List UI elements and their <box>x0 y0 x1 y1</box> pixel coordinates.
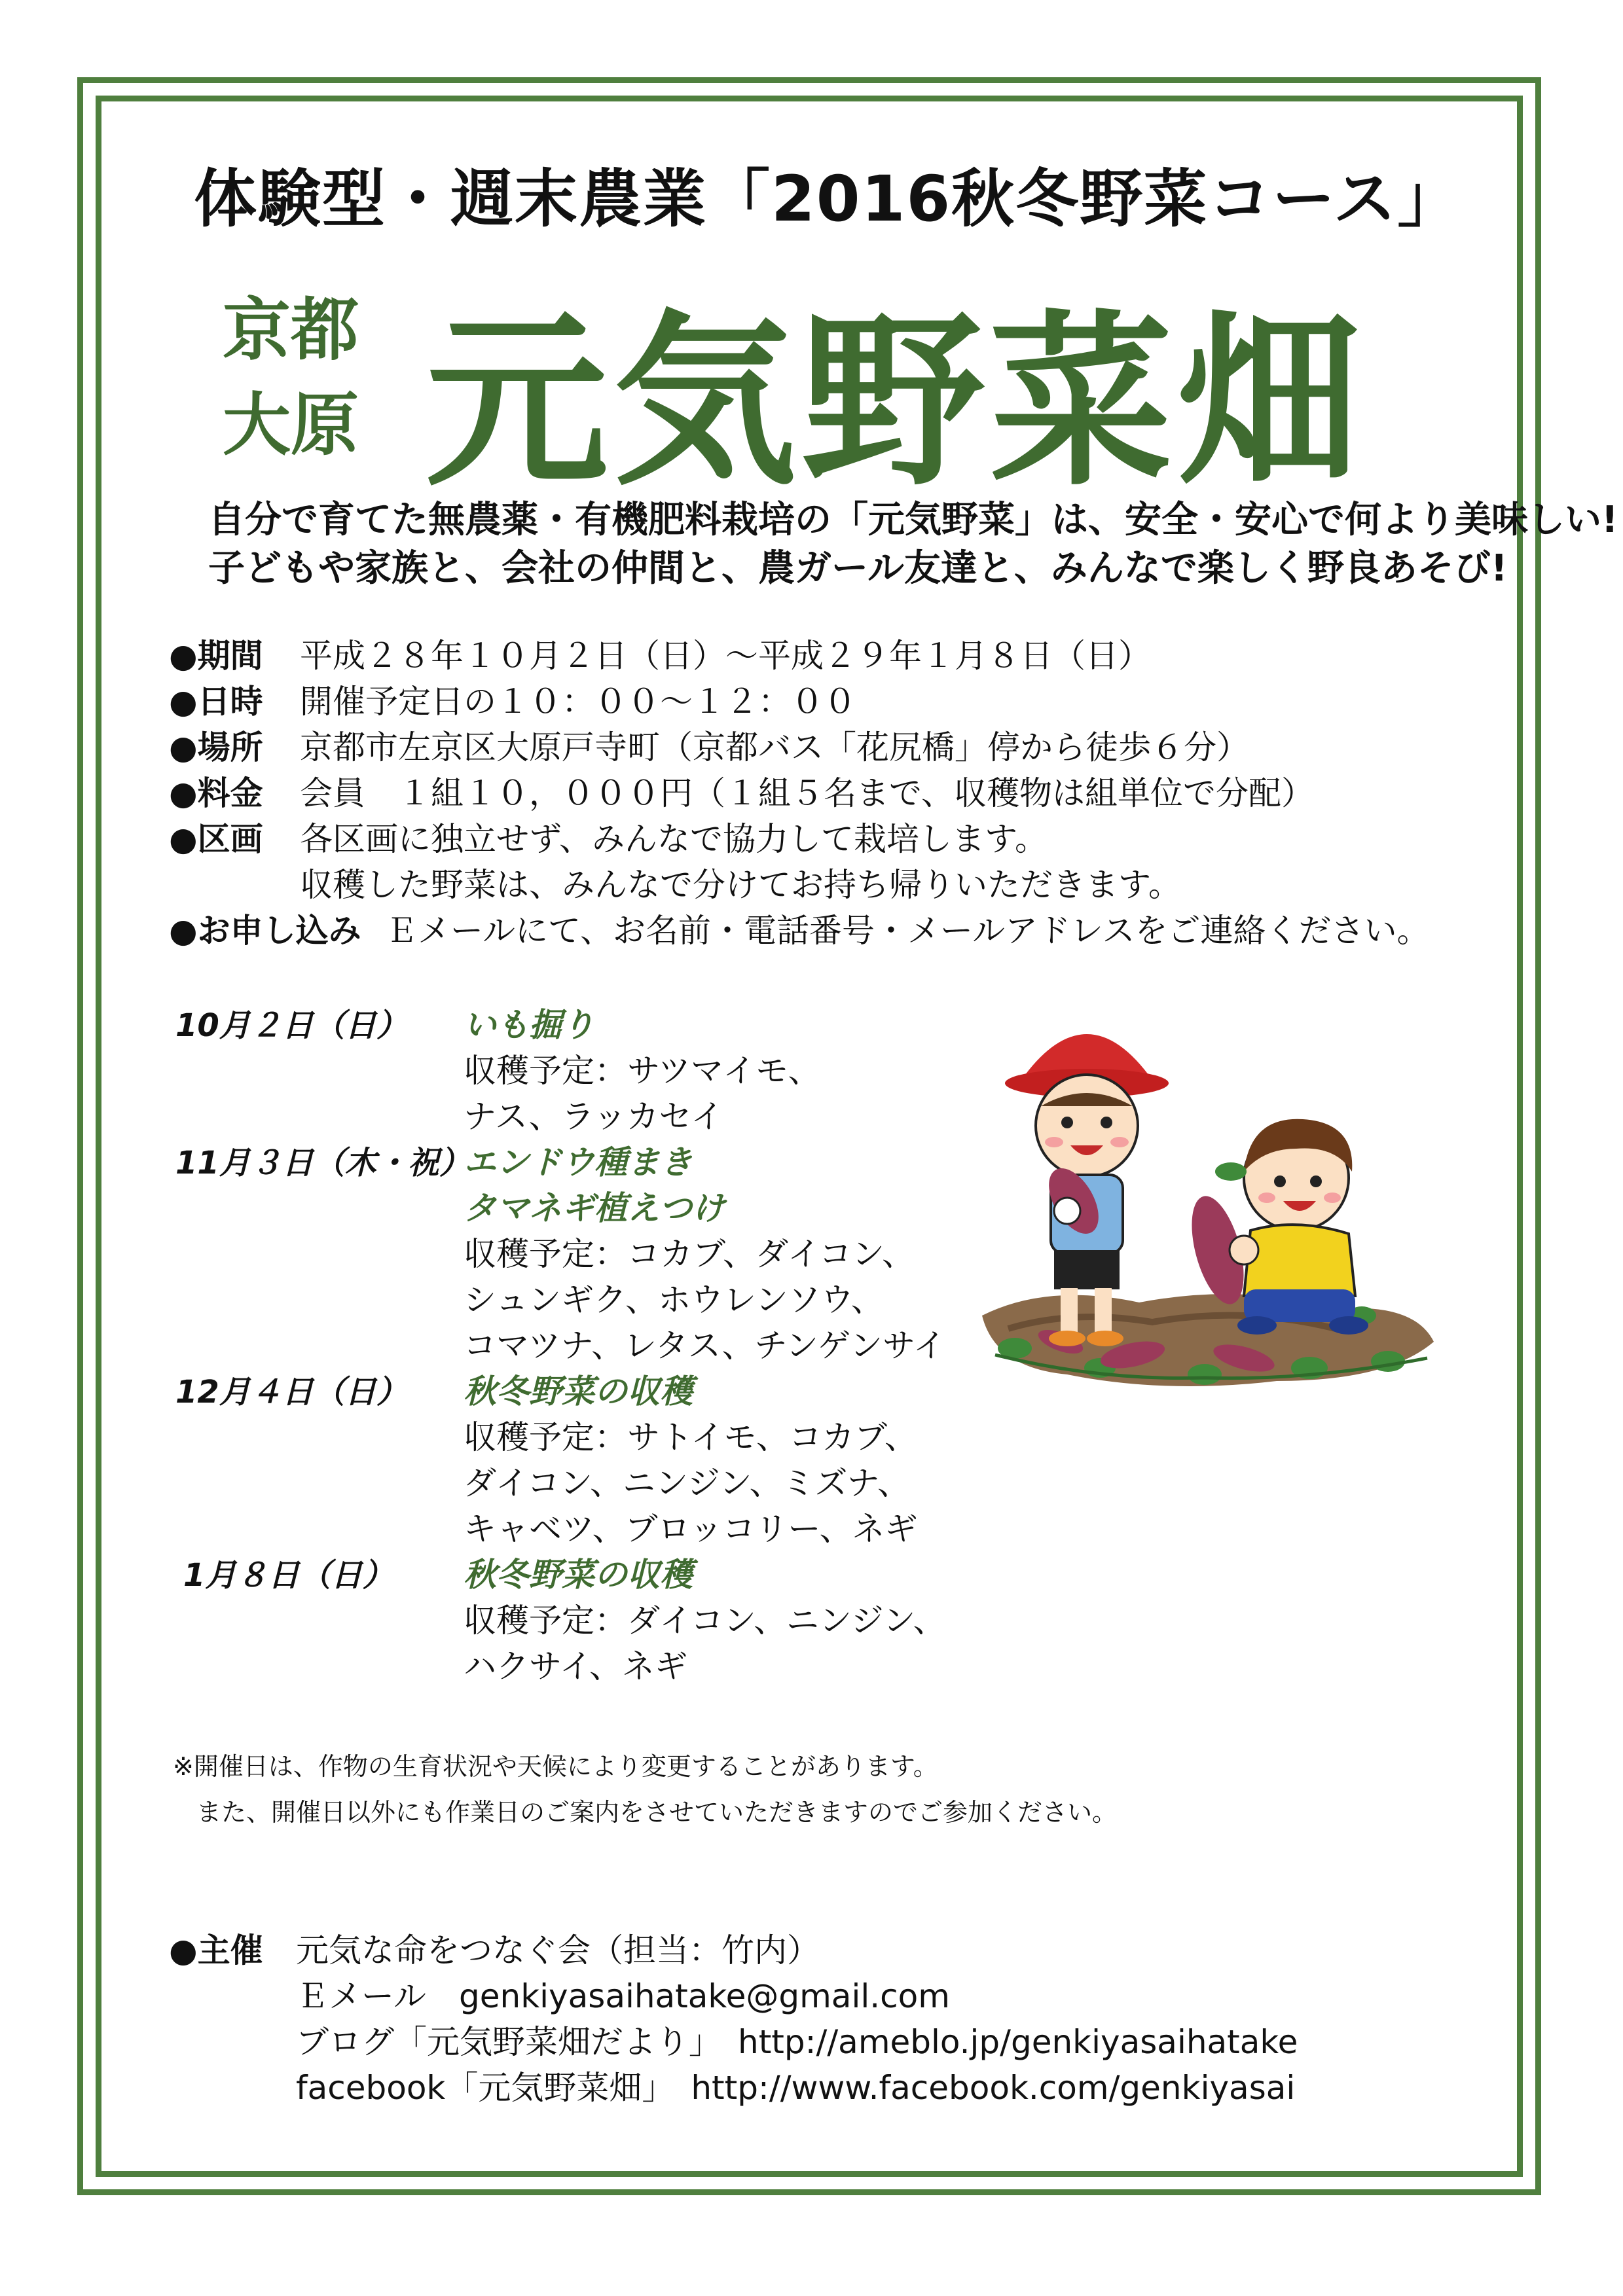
info-plot <box>169 813 1048 860</box>
info-fee <box>169 767 1314 814</box>
info-location <box>169 721 1249 768</box>
info-value: Ｅメールにて、お名前・電話番号・メールアドレスをご連絡ください。 <box>385 912 1430 950</box>
organizer-name: 元気な命をつなぐ会（担当：竹内） <box>296 1931 820 1969</box>
schedule-event: エンドウ種まき <box>464 1143 693 1181</box>
note-line-1: ※開催日は、作物の生育状況や天候により変更することがあります。 <box>173 1752 938 1781</box>
note-line-2: また、開催日以外にも作業日のご案内をさせていただきますのでご参加ください。 <box>196 1798 1118 1827</box>
schedule-harvest: キャベツ、ブロッコリー、ネギ <box>464 1510 918 1548</box>
schedule-harvest: コマツナ、レタス、チンゲンサイ <box>464 1327 946 1365</box>
schedule-harvest: 収穫予定：ダイコン、ニンジン、 <box>464 1602 946 1640</box>
schedule-event: 秋冬野菜の収穫 <box>464 1372 693 1410</box>
schedule-harvest: シュンギク、ホウレンソウ、 <box>464 1281 884 1319</box>
info-application <box>169 905 1430 952</box>
schedule-harvest: ハクサイ、ネギ <box>464 1647 687 1685</box>
children-harvest-illustration <box>969 975 1440 1420</box>
info-value: 会員 １組１０，０００円（１組５名まで、収穫物は組単位で分配） <box>300 774 1314 812</box>
info-label: ●期間 <box>169 637 263 675</box>
schedule-harvest: 収穫予定：サトイモ、コカブ、 <box>464 1418 917 1456</box>
schedule-date: 1月８日（日） <box>183 1557 394 1594</box>
organizer-blog[interactable]: ブログ「元気野菜畑だより」 http://ameblo.jp/genkiyasaihatake <box>296 2023 1298 2061</box>
info-label: ●日時 <box>169 683 263 721</box>
schedule-harvest: ダイコン、ニンジン、ミズナ、 <box>464 1464 910 1502</box>
organizer-label: ●主催 <box>169 1931 263 1969</box>
intro-line-2: 子どもや家族と、会社の仲間と、農ガール友達と、みんなで楽しく野良あそび! <box>208 547 1508 590</box>
schedule-date: 12月４日（日） <box>175 1374 408 1410</box>
place-ohara: 大原 <box>223 385 359 465</box>
info-plot-continuation: 収穫した野菜は、みんなで分けてお持ち帰りいただきます。 <box>300 866 1181 904</box>
info-label: ●料金 <box>169 774 263 812</box>
info-label: ●区画 <box>169 820 263 858</box>
info-value: 開催予定日の１０：００～１２：００ <box>300 683 856 721</box>
organizer-email[interactable]: Ｅメール genkiyasaihatake@gmail.com <box>296 1977 950 2015</box>
info-value: 京都市左京区大原戸寺町（京都バス「花尻橋」停から徒歩６分） <box>300 728 1249 766</box>
course-subtitle: 体験型・週末農業「2016秋冬野菜コース」 <box>194 162 1462 236</box>
schedule-harvest: ナス、ラッカセイ <box>464 1098 723 1136</box>
intro-line-1: 自分で育てた無農薬・有機肥料栽培の「元気野菜」は、安全・安心で何より美味しい! <box>208 499 1618 541</box>
schedule-harvest: 収穫予定：コカブ、ダイコン、 <box>464 1235 915 1273</box>
place-kyoto: 京都 <box>223 290 359 370</box>
schedule-event: タマネギ植えつけ <box>464 1189 725 1227</box>
info-value: 平成２８年１０月２日（日）～平成２９年１月８日（日） <box>300 637 1151 675</box>
organizer-facebook[interactable]: facebook「元気野菜畑」 http://www.facebook.com/genkiyasai <box>296 2069 1296 2107</box>
info-value: 各区画に独立せず、みんなで協力して栽培します。 <box>300 820 1048 858</box>
schedule-harvest: 収穫予定：サツマイモ、 <box>464 1052 821 1090</box>
page-title: 元気野菜畑 <box>426 294 1366 511</box>
schedule-event: 秋冬野菜の収穫 <box>464 1556 693 1594</box>
schedule-date: 10月２日（日） <box>175 1007 408 1044</box>
info-label: ●お申し込み <box>169 912 361 950</box>
info-time <box>169 675 856 723</box>
info-label: ●場所 <box>169 728 263 766</box>
schedule-event: いも掘り <box>464 1006 594 1044</box>
info-period <box>169 630 1151 677</box>
schedule-date: 11月３日（木・祝） <box>175 1145 471 1181</box>
